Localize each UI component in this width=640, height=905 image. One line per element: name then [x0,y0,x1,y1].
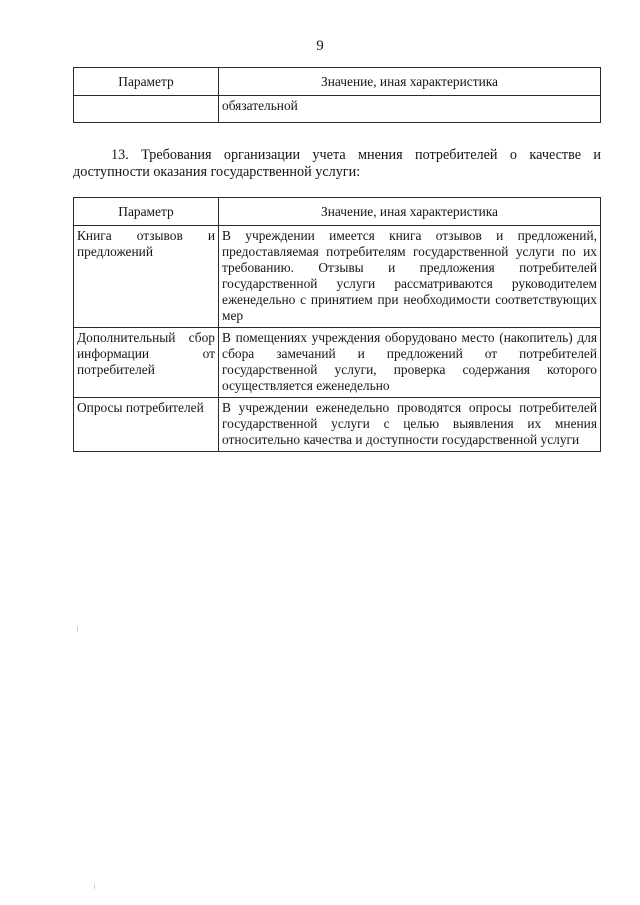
parameter-cell [74,96,219,123]
parameter-cell: Дополнительный сбор информации от потребителей [74,328,219,398]
value-cell: В учреждении еженедельно проводятся опросы потребителей государственной услуги с целью выявления их мнения относительно качества и доступности государственной услуги [219,398,601,452]
value-cell: В помещениях учреждения оборудовано место (накопитель) для сбора замечаний и предложений от потребителей государственной услуги, проверка содержания которого осуществляется еженедельно [219,328,601,398]
table-header-row [74,68,601,96]
parameter-cell: Книга отзывов и предложений [74,226,219,328]
header-parameter: Параметр [74,68,219,96]
value-cell: обязательной [219,96,601,123]
value-cell: В учреждении имеется книга отзывов и предложений, предоставляемая потребителям государственной услуги по их требованию. Отзывы и предложения потребителей государственной услуги рассматриваются руководителем еженедельно с принятием при необходимости соответствующих мер [219,226,601,328]
table-row [74,398,601,452]
table-row [74,226,601,328]
header-parameter: Параметр [74,198,219,226]
parameter-cell: Опросы потребителей [74,398,219,452]
page-number: 9 [316,38,324,54]
scan-artifact [94,884,95,889]
table-row [74,96,601,123]
header-value: Значение, иная характеристика [219,198,601,226]
header-value: Значение, иная характеристика [219,68,601,96]
scan-artifact [77,626,78,632]
continued-table [73,67,601,123]
table-row [74,328,601,398]
section-13-heading: 13. Требования организации учета мнения потребителей о качестве и доступности оказания государственной услуги: [73,147,601,180]
table-header-row [74,198,601,226]
feedback-table [73,197,601,452]
